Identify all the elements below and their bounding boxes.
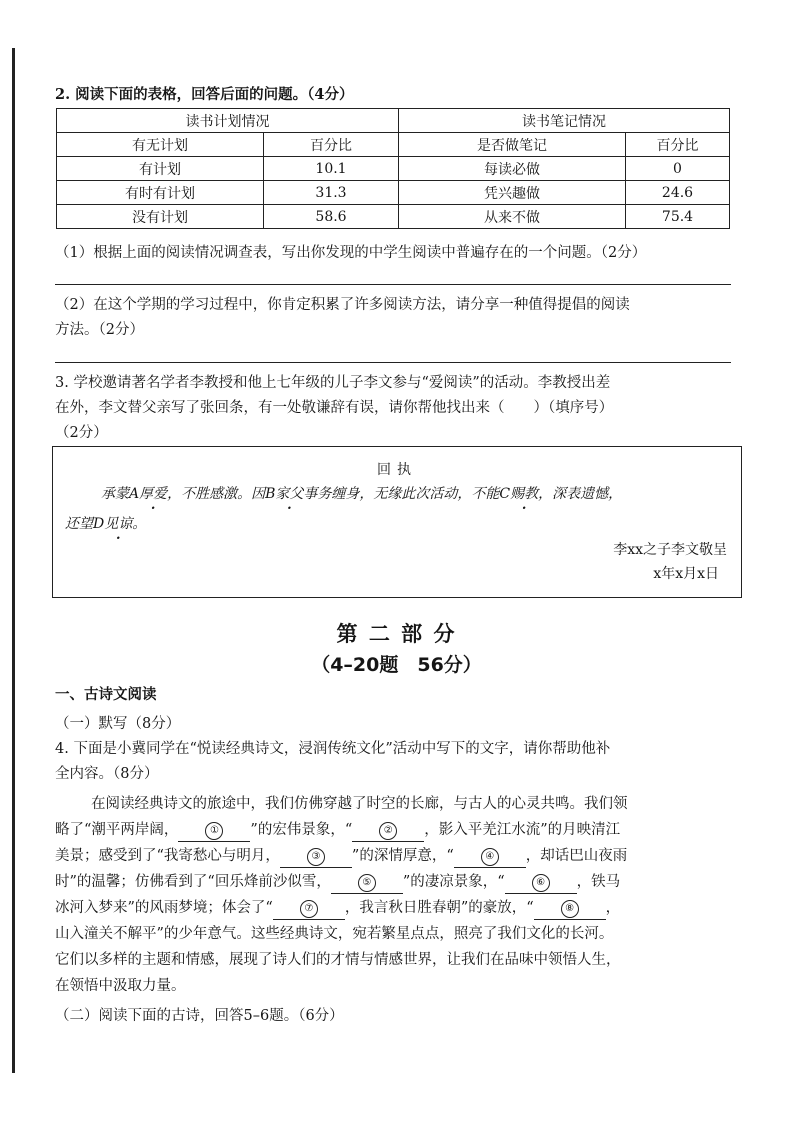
option-d-term: 见谅 — [104, 516, 133, 532]
option-c-term: 赐教 — [510, 486, 539, 502]
column-header: 有无计划 — [57, 133, 264, 157]
question-2-header: 2. 阅读下面的表格，回答后面的问题。（4分） — [55, 86, 354, 103]
blank-3[interactable] — [280, 845, 352, 868]
blank-6[interactable] — [505, 871, 577, 894]
receipt-title: 回执 — [377, 462, 417, 478]
passage-line-4: 时”的温馨；仿佛看到了“回乐烽前沙似雪， ⑤ ”的凄凉景象，“ ⑥ ，铁马 — [55, 871, 620, 894]
blank-8[interactable] — [534, 897, 606, 920]
table-row — [57, 205, 730, 229]
table-group-header-row — [57, 109, 730, 133]
option-a-term: 厚爱 — [139, 486, 168, 502]
table-cell: 有时有计划 — [57, 181, 264, 205]
passage-line-2: 略了“潮平两岸阔， ① ”的宏伟景象，“ ② ，影入平羌江水流”的月映清江 — [55, 819, 620, 842]
table-row — [57, 181, 730, 205]
column-header: 百分比 — [264, 133, 399, 157]
table-cell: 75.4 — [626, 205, 730, 229]
passage-line-6: 山入潼关不解平”的少年意气。这些经典诗文，宛若繁星点点，照亮了我们文化的长河。 — [55, 926, 614, 942]
blank-number: ⑤ — [358, 874, 376, 892]
column-header: 百分比 — [626, 133, 730, 157]
receipt-body-line-1: 承蒙A厚爱，不胜感激。因B家父事务缠身，无缘此次活动，不能C赐教，深表遗憾， — [101, 483, 622, 503]
column-header: 是否做笔记 — [399, 133, 626, 157]
blank-number: ⑧ — [561, 900, 579, 918]
table-cell: 每读必做 — [399, 157, 626, 181]
next-section-heading: （二）阅读下面的古诗，回答5–6题。（6分） — [55, 1008, 344, 1024]
table-cell: 0 — [626, 157, 730, 181]
receipt-signature: 李xx之子李文敬呈 — [613, 542, 727, 558]
table-cell: 有计划 — [57, 157, 264, 181]
table-cell: 10.1 — [264, 157, 399, 181]
receipt-date: x年x月x日 — [653, 566, 719, 582]
blank-1[interactable] — [178, 819, 250, 842]
table-cell: 从来不做 — [399, 205, 626, 229]
part-two-subtitle: （4–20题 56分） — [311, 654, 482, 676]
answer-line-2-1[interactable] — [55, 284, 731, 285]
blank-7[interactable] — [273, 897, 345, 920]
passage-line-5: 冰河入梦来”的风雨梦境；体会了“ ⑦ ，我言秋日胜春朝”的豪放，“ ⑧ ， — [55, 897, 620, 920]
dictation-heading: （一）默写（8分） — [55, 716, 181, 732]
question-3-line-2: 在外，李文替父亲写了张回条，有一处敬谦辞有误，请你帮他找出来（ ）（填序号） — [55, 400, 614, 416]
blank-2[interactable] — [352, 819, 424, 842]
question-3-line-1: 3. 学校邀请著名学者李教授和他上七年级的儿子李文参与“爱阅读”的活动。李教授出差 — [55, 375, 611, 391]
reading-survey-table — [56, 108, 730, 229]
receipt-note-box — [52, 446, 742, 598]
blank-4[interactable] — [454, 845, 526, 868]
table-cell: 24.6 — [626, 181, 730, 205]
binding-margin-line — [12, 48, 15, 1073]
passage-line-7: 它们以多样的主题和情感，展现了诗人们的才情与情感世界，让我们在品味中领悟人生， — [55, 952, 621, 968]
blank-number: ⑥ — [532, 874, 550, 892]
blank-number: ① — [205, 822, 223, 840]
blank-5[interactable] — [331, 871, 403, 894]
table-cell: 58.6 — [264, 205, 399, 229]
question-3-line-3: （2分） — [55, 425, 108, 441]
question-2-sub-2-line-1: （2）在这个学期的学习过程中，你肯定积累了许多阅读方法，请分享一种值得提倡的阅读 — [55, 297, 630, 313]
passage-line-1: 在阅读经典诗文的旅途中，我们仿佛穿越了时空的长廊，与古人的心灵共鸣。我们领 — [91, 796, 628, 812]
blank-number: ④ — [481, 848, 499, 866]
question-2-sub-1: （1）根据上面的阅读情况调查表，写出你发现的中学生阅读中普遍存在的一个问题。（2分） — [55, 245, 647, 261]
group-header-notes: 读书笔记情况 — [399, 109, 730, 133]
group-header-plan: 读书计划情况 — [57, 109, 399, 133]
question-4-line-2: 全内容。（8分） — [55, 766, 159, 782]
receipt-body-line-2: 还望D见谅。 — [65, 513, 146, 533]
blank-number: ⑦ — [300, 900, 318, 918]
question-2-sub-2-line-2: 方法。（2分） — [55, 322, 144, 338]
table-cell: 31.3 — [264, 181, 399, 205]
blank-number: ③ — [307, 848, 325, 866]
option-b-term: 家父 — [275, 486, 304, 502]
passage-line-3: 美景；感受到了“我寄愁心与明月， ③ ”的深情厚意，“ ④ ，却话巴山夜雨 — [55, 845, 627, 868]
table-row — [57, 157, 730, 181]
table-cell: 凭兴趣做 — [399, 181, 626, 205]
part-two-title: 第 二 部 分 — [336, 622, 457, 646]
blank-number: ② — [379, 822, 397, 840]
passage-line-8: 在领悟中汲取力量。 — [55, 978, 186, 994]
section-heading: 一、古诗文阅读 — [55, 686, 157, 703]
table-column-header-row — [57, 133, 730, 157]
table-cell: 没有计划 — [57, 205, 264, 229]
question-4-line-1: 4. 下面是小冀同学在“悦读经典诗文，浸润传统文化”活动中写下的文字，请你帮助他补 — [55, 741, 611, 757]
answer-line-2-2[interactable] — [55, 362, 731, 363]
